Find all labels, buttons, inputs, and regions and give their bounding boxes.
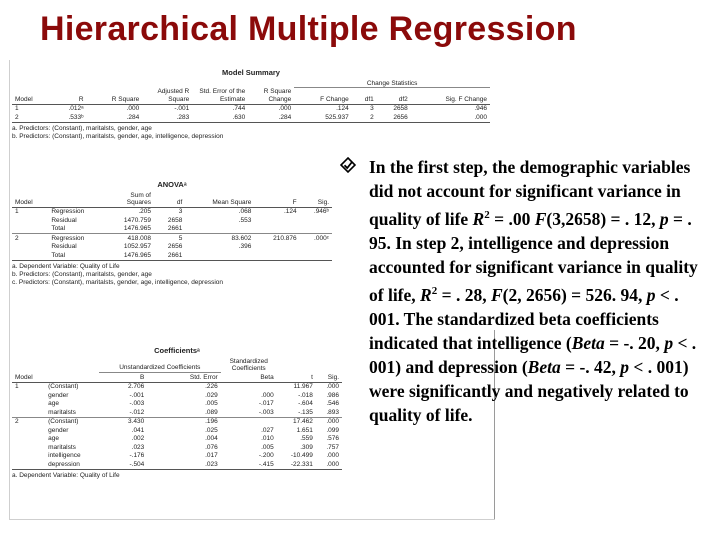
table-cell: .023 [147, 460, 220, 469]
column-header: Sig. [316, 373, 342, 382]
standardized-header: Standardized Coefficients [229, 357, 268, 372]
table-cell: -.200 [258, 452, 274, 460]
bullet-text-segment: R [472, 208, 485, 229]
table-cell: -.012 [129, 408, 145, 416]
table-row [12, 243, 332, 251]
table-cell: .000 [326, 452, 339, 460]
table-cell: .559 [300, 435, 313, 443]
slide-title: Hierarchical Multiple Regression [40, 10, 577, 48]
coefficients-block [12, 346, 342, 480]
coefficients-table [12, 357, 342, 470]
table-cell: .124 [336, 105, 349, 113]
anova-notes [12, 263, 332, 287]
table-cell: .068 [238, 208, 252, 216]
table-row [12, 460, 342, 469]
table-cell [12, 443, 45, 451]
table-cell [221, 382, 277, 391]
table-cell: -.504 [99, 460, 147, 469]
column-header: R Square Change [248, 88, 294, 104]
table-cell: .089 [205, 408, 218, 416]
table-cell [221, 417, 277, 426]
table-row [12, 408, 342, 417]
column-header: B [99, 373, 147, 382]
bullet-text-segment: R [420, 284, 432, 305]
table-cell: .004 [205, 435, 218, 443]
table-cell [12, 408, 45, 417]
table-cell: -.176 [129, 452, 145, 460]
column-header: R [51, 88, 86, 104]
table-cell: 2 [352, 113, 377, 122]
column-header: R Square [87, 88, 143, 104]
table-cell: 3.430 [99, 417, 147, 426]
table-row [12, 435, 342, 443]
table-cell: -.001 [174, 105, 190, 113]
bullet-text-segment: F [490, 284, 503, 305]
column-header: df [154, 191, 185, 207]
table-cell: .205 [138, 208, 151, 216]
table-cell: .023 [131, 443, 145, 451]
table-cell [300, 243, 332, 251]
column-header: Beta [221, 373, 277, 382]
table-cell: .000 [326, 383, 339, 391]
table-cell: .000 [126, 105, 140, 113]
table-cell [300, 225, 332, 234]
table-row [12, 113, 490, 122]
table-cell: .283 [142, 113, 192, 122]
table-cell: -.001 [129, 391, 145, 399]
table-cell [300, 216, 332, 224]
anova-table [12, 191, 332, 261]
table-row [12, 382, 342, 391]
table-cell: 83.602 [185, 234, 254, 243]
table-cell: 2661 [167, 225, 183, 233]
table-cell: depression [45, 460, 99, 469]
table-row [12, 234, 332, 243]
table-cell [12, 452, 45, 460]
table-cell: .946 [474, 105, 487, 113]
bullet-text-segment: = -. 20, [604, 332, 665, 353]
column-header: Model [12, 88, 51, 104]
column-header: Mean Square [185, 191, 254, 207]
screenshot-frame-left [9, 60, 10, 520]
bullet-text-segment: p [659, 208, 669, 229]
table-cell: -.003 [129, 400, 145, 408]
table-cell: 1476.965 [108, 251, 154, 260]
table-cell: .946ᵇ [313, 208, 329, 216]
table-row [12, 251, 332, 260]
model-summary-table [12, 79, 490, 123]
table-cell: 1 [15, 383, 19, 391]
table-row [12, 443, 342, 451]
table-cell: .396 [238, 243, 252, 251]
table-cell [12, 225, 48, 234]
coefficients-caption: Coefficientsᵃ [154, 346, 200, 355]
bullet-text-segment: p [646, 284, 656, 305]
column-header: df2 [377, 88, 411, 104]
table-cell: .002 [131, 435, 145, 443]
bullet-text-segment: Beta [527, 356, 561, 377]
unstandardized-header: Unstandardized Coefficients [99, 357, 221, 373]
column-header: Sig. [300, 191, 332, 207]
table-cell: -22.331 [277, 460, 316, 469]
table-row [12, 400, 342, 408]
bullet-text-segment: (3,2658) = . 12, [546, 208, 660, 229]
table-cell: -.017 [258, 400, 274, 408]
bullet-text-segment: F [534, 208, 547, 229]
footnote: b. Predictors: (Constant), maritalsts, gender, age [12, 270, 152, 278]
table-cell: .000 [316, 417, 342, 426]
bullet-text-segment: In the first step, the demographic variables did not account for significant variance in quality of life [369, 157, 691, 229]
coefficients-header-row [12, 373, 342, 382]
model-summary-caption: Model Summary [222, 68, 280, 77]
table-cell: .005 [205, 400, 218, 408]
table-cell: Regression [51, 208, 85, 216]
table-cell: gender [48, 426, 69, 434]
table-cell: Residual [51, 243, 77, 251]
table-cell: .533ᵇ [51, 113, 86, 122]
column-header: Adjusted R Square [142, 88, 192, 104]
anova-block [12, 180, 332, 287]
table-cell: .000 [316, 460, 342, 469]
column-header: Std. Error [147, 373, 220, 382]
table-cell [254, 225, 299, 234]
table-cell: 525.937 [294, 113, 351, 122]
footnote: a. Predictors: (Constant), maritalsts, gender, age [12, 124, 152, 132]
column-header [45, 373, 99, 382]
table-cell: .124 [283, 208, 297, 216]
table-cell [12, 435, 45, 443]
table-cell [254, 243, 299, 251]
table-cell: .744 [232, 105, 246, 113]
table-cell [12, 400, 45, 408]
bullet-text-segment: 2 [484, 209, 490, 221]
table-cell: -.018 [298, 391, 313, 399]
anova-header-row [12, 191, 332, 207]
table-cell: -.415 [221, 460, 277, 469]
table-cell: 1.651 [296, 426, 313, 434]
table-cell: 1470.759 [123, 216, 151, 224]
table-cell [254, 251, 299, 260]
table-cell: .012ᵃ [68, 105, 84, 113]
model-summary-block [12, 68, 490, 141]
column-header: t [277, 373, 316, 382]
table-cell: .005 [261, 443, 274, 451]
table-cell: .099 [326, 426, 339, 434]
table-cell: 2656 [377, 113, 411, 122]
table-cell: 2658 [167, 216, 183, 224]
coefficients-notes [12, 472, 342, 480]
column-header: F Change [294, 88, 351, 104]
table-cell [254, 216, 299, 224]
table-cell [12, 426, 45, 434]
bullet-text-segment: p [664, 332, 674, 353]
column-header: Sig. F Change [411, 88, 490, 104]
model-summary-notes [12, 125, 490, 141]
bullet-text-segment: p [620, 356, 630, 377]
table-cell: .000 [278, 105, 292, 113]
table-cell: .284 [248, 113, 294, 122]
bullet-text-segment: = .00 [489, 208, 535, 229]
table-cell: .309 [300, 443, 313, 451]
model-summary-header-row [12, 88, 490, 104]
table-cell: .000 [261, 391, 274, 399]
table-row [12, 216, 332, 224]
table-cell [12, 243, 48, 251]
table-row [12, 417, 342, 426]
table-cell: .017 [205, 452, 218, 460]
footnote: a. Dependent Variable: Quality of Life [12, 262, 120, 270]
table-row [12, 391, 342, 399]
table-row [12, 426, 342, 434]
footnote: a. Dependent Variable: Quality of Life [12, 471, 120, 479]
table-cell: .025 [205, 426, 218, 434]
bullet-point [340, 155, 712, 427]
table-cell [185, 225, 254, 234]
table-cell [300, 251, 332, 260]
table-cell [12, 391, 45, 399]
table-cell: .630 [192, 113, 248, 122]
bullet-text-segment: = . 28, [437, 284, 491, 305]
table-cell: .029 [205, 391, 218, 399]
table-cell: 210.876 [254, 234, 299, 243]
bullet-text-segment: (2, 2656) = 526. 94, [502, 284, 647, 305]
table-cell: Total [51, 225, 66, 233]
table-cell: 2 [12, 113, 51, 122]
screenshot-frame-bottom [9, 519, 495, 520]
anova-caption: ANOVAᵃ [157, 180, 187, 189]
footnote: b. Predictors: (Constant), maritalsts, gender, age, intelligence, depression [12, 132, 224, 140]
checkmark-diamond-icon [340, 157, 356, 173]
table-row [12, 452, 342, 460]
table-cell: 2661 [154, 251, 185, 260]
table-cell: .893 [326, 408, 339, 416]
footnote: c. Predictors: (Constant), maritalsts, gender, age, intelligence, depression [12, 279, 223, 286]
table-row [12, 225, 332, 234]
table-cell: .546 [326, 400, 339, 408]
column-header: Model [12, 373, 45, 382]
table-cell: .027 [261, 426, 274, 434]
table-cell: gender [48, 391, 69, 399]
table-cell [185, 251, 254, 260]
table-row [12, 207, 332, 216]
table-cell: Total [48, 251, 108, 260]
column-header: Model [12, 191, 48, 207]
column-header: Sum of Squares [108, 191, 154, 207]
table-cell: 2.706 [128, 383, 145, 391]
table-cell: 2658 [393, 105, 408, 113]
bullet-text-segment: < . 001) were significantly and negatively related to quality of life. [369, 356, 689, 425]
table-cell: 3 [370, 105, 374, 113]
table-cell: 3 [178, 208, 183, 216]
table-cell: Residual [51, 216, 77, 224]
table-cell: .986 [326, 391, 339, 399]
table-cell: .226 [205, 383, 218, 391]
bullet-text-segment: < . 001) and depression ( [369, 332, 697, 377]
table-cell: .553 [238, 216, 252, 224]
table-cell: (Constant) [48, 383, 79, 391]
bullet-text-segment: = -. 42, [560, 356, 621, 377]
change-statistics-header: Change Statistics [294, 79, 490, 88]
table-cell [12, 216, 48, 224]
bullet-text-segment: = . 95. In step 2, intelligence and depression accounted for significant variance in quality of life, [369, 208, 698, 305]
column-header: Std. Error of the Estimate [192, 88, 248, 104]
table-cell: 17.462 [277, 417, 316, 426]
table-cell: .000ᶜ [300, 234, 332, 243]
table-cell: -.604 [298, 400, 313, 408]
table-cell [12, 460, 45, 469]
table-cell: 1 [15, 105, 19, 113]
table-cell: 1 [15, 208, 19, 216]
table-row [12, 104, 490, 113]
table-cell: .196 [147, 417, 220, 426]
table-cell: .757 [326, 443, 339, 451]
table-cell: 2 [12, 234, 48, 243]
table-cell: -.135 [298, 408, 313, 416]
table-cell: 11.967 [293, 383, 313, 391]
table-cell: 418.008 [108, 234, 154, 243]
table-cell [12, 251, 48, 260]
column-header: df1 [352, 88, 377, 104]
table-cell: 2656 [167, 243, 183, 251]
table-cell: .010 [261, 435, 274, 443]
bullet-text-segment: Beta [571, 332, 605, 353]
bullet-text [369, 155, 712, 427]
table-cell: 5 [154, 234, 185, 243]
table-cell: maritalsts [48, 408, 76, 416]
table-cell: age [48, 400, 59, 408]
table-cell: -.003 [258, 408, 274, 416]
table-cell: maritalsts [48, 443, 76, 451]
column-header [48, 191, 108, 207]
table-cell: 1476.965 [123, 225, 151, 233]
table-cell: 1052.957 [123, 243, 151, 251]
column-header: F [254, 191, 299, 207]
bullet-text-segment: < . 001. The standardized beta coefficients indicated that intelligence ( [369, 284, 679, 353]
table-cell: 2 [12, 417, 45, 426]
table-cell: (Constant) [45, 417, 99, 426]
table-cell: .000 [411, 113, 490, 122]
table-cell: intelligence [48, 452, 81, 460]
table-cell: -10.499 [290, 452, 313, 460]
table-cell: .284 [87, 113, 143, 122]
bullet-text-segment: 2 [431, 284, 438, 297]
table-cell: .076 [205, 443, 218, 451]
table-cell: .576 [326, 435, 339, 443]
table-cell: Regression [48, 234, 108, 243]
table-cell: age [48, 435, 59, 443]
table-cell: .041 [131, 426, 145, 434]
